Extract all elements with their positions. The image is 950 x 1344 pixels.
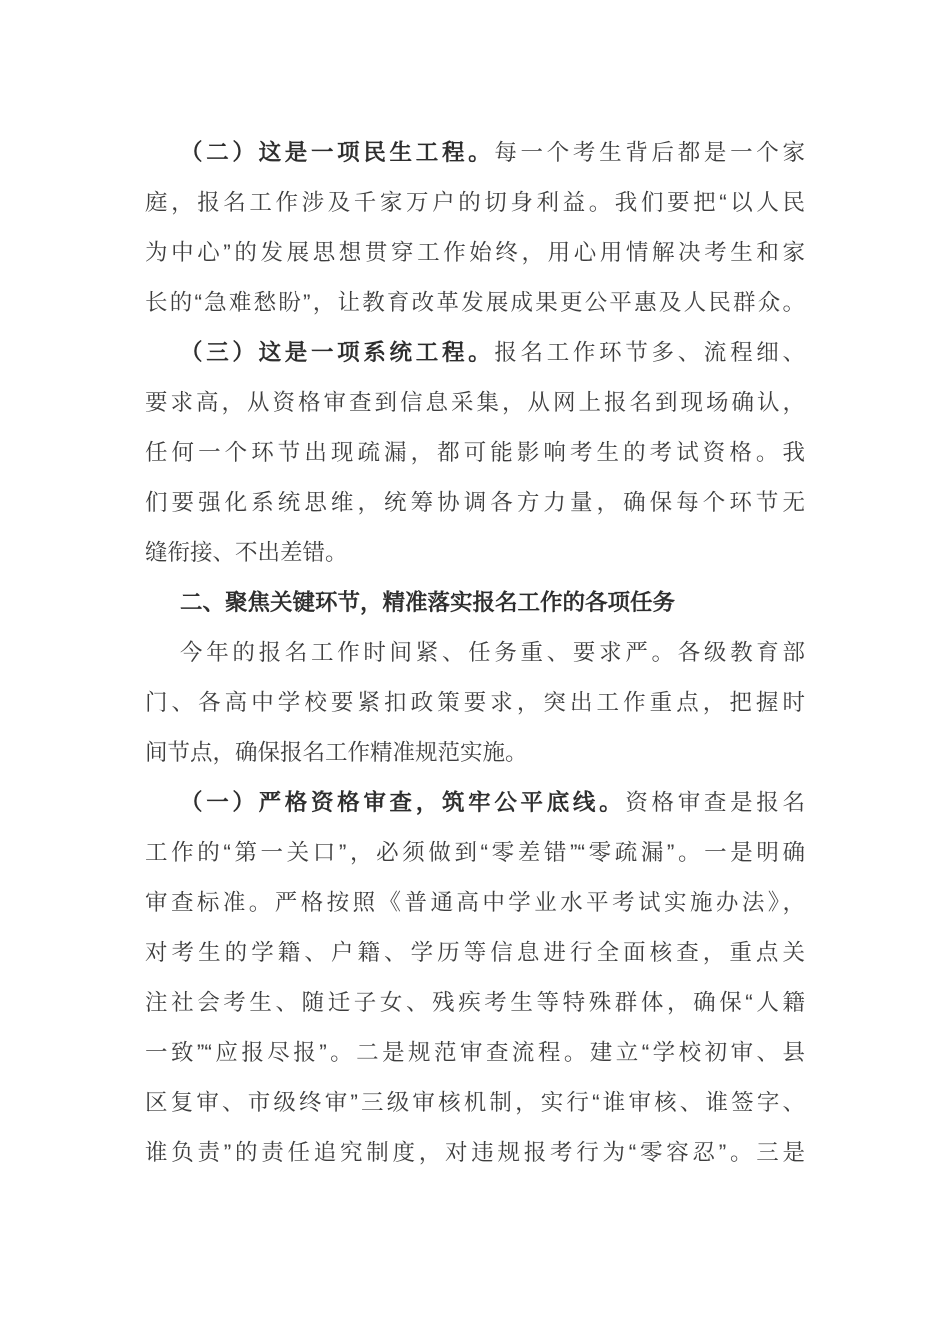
text-segment: 们要强化系统思维，统筹协调各方力量，确保每个环节无 bbox=[145, 490, 805, 515]
text-segment: 任何一个环节出现疏漏，都可能影响考生的考试资格。我 bbox=[145, 440, 805, 465]
paragraph bbox=[145, 328, 805, 578]
text-segment: 注社会考生、随迁子女、残疾考生等特殊群体，确保“人籍 bbox=[145, 990, 805, 1015]
text-line bbox=[145, 1128, 805, 1178]
text-line bbox=[145, 878, 805, 928]
text-segment: 门、各高中学校要紧扣政策要求，突出工作重点，把握时 bbox=[145, 690, 805, 715]
text-segment: 资格审查是报名 bbox=[625, 790, 805, 815]
text-line bbox=[145, 778, 805, 828]
text-line bbox=[145, 278, 805, 328]
bold-segment: （二）这是一项民生工程。 bbox=[180, 140, 495, 165]
text-segment: 审查标准。严格按照《普通高中学业水平考试实施办法》， bbox=[145, 890, 805, 915]
text-line bbox=[145, 328, 805, 378]
text-segment: 庭，报名工作涉及千家万户的切身利益。我们要把“以人民 bbox=[145, 190, 805, 215]
text-line bbox=[145, 378, 805, 428]
text-segment: 每一个考生背后都是一个家 bbox=[494, 140, 805, 165]
paragraph bbox=[145, 628, 805, 778]
text-segment: 谁负责”的责任追究制度，对违规报考行为“零容忍”。三是 bbox=[145, 1140, 805, 1165]
text-segment: 间节点，确保报名工作精准规范实施。 bbox=[145, 740, 528, 765]
text-segment: 为中心”的发展思想贯穿工作始终，用心用情解决考生和家 bbox=[145, 240, 805, 265]
heading-line bbox=[145, 578, 805, 628]
text-segment: 报名工作环节多、流程细、 bbox=[494, 340, 805, 365]
text-line bbox=[145, 1028, 805, 1078]
text-segment: 对考生的学籍、户籍、学历等信息进行全面核查，重点关 bbox=[145, 940, 805, 965]
text-line bbox=[145, 728, 805, 778]
text-segment: 区复审、市级终审”三级审核机制，实行“谁审核、谁签字、 bbox=[145, 1090, 805, 1115]
text-segment: 工作的“第一关口”，必须做到“零差错”“零疏漏”。一是明确 bbox=[145, 840, 805, 865]
text-segment: 缝衔接、不出差错。 bbox=[145, 540, 348, 565]
bold-segment: （一）严格资格审查，筑牢公平底线。 bbox=[180, 790, 626, 815]
text-line bbox=[145, 178, 805, 228]
text-line bbox=[145, 978, 805, 1028]
section-heading bbox=[145, 578, 805, 628]
paragraph bbox=[145, 778, 805, 1178]
heading-text: 二、聚焦关键环节，精准落实报名工作的各项任务 bbox=[180, 590, 676, 615]
text-line bbox=[145, 428, 805, 478]
paragraph bbox=[145, 128, 805, 328]
text-line bbox=[145, 928, 805, 978]
text-line bbox=[145, 528, 805, 578]
text-line bbox=[145, 478, 805, 528]
text-segment: 要求高，从资格审查到信息采集，从网上报名到现场确认， bbox=[145, 390, 805, 415]
text-segment: 长的“急难愁盼”，让教育改革发展成果更公平惠及人民群众。 bbox=[145, 290, 805, 315]
text-line bbox=[145, 628, 805, 678]
text-line bbox=[145, 828, 805, 878]
bold-segment: （三）这是一项系统工程。 bbox=[180, 340, 495, 365]
text-line bbox=[145, 228, 805, 278]
text-segment: 一致”“应报尽报”。二是规范审查流程。建立“学校初审、县 bbox=[145, 1040, 805, 1065]
text-line bbox=[145, 1078, 805, 1128]
document-text-block bbox=[145, 128, 805, 1178]
text-line bbox=[145, 678, 805, 728]
text-line bbox=[145, 128, 805, 178]
text-segment: 今年的报名工作时间紧、任务重、要求严。各级教育部 bbox=[180, 640, 805, 665]
